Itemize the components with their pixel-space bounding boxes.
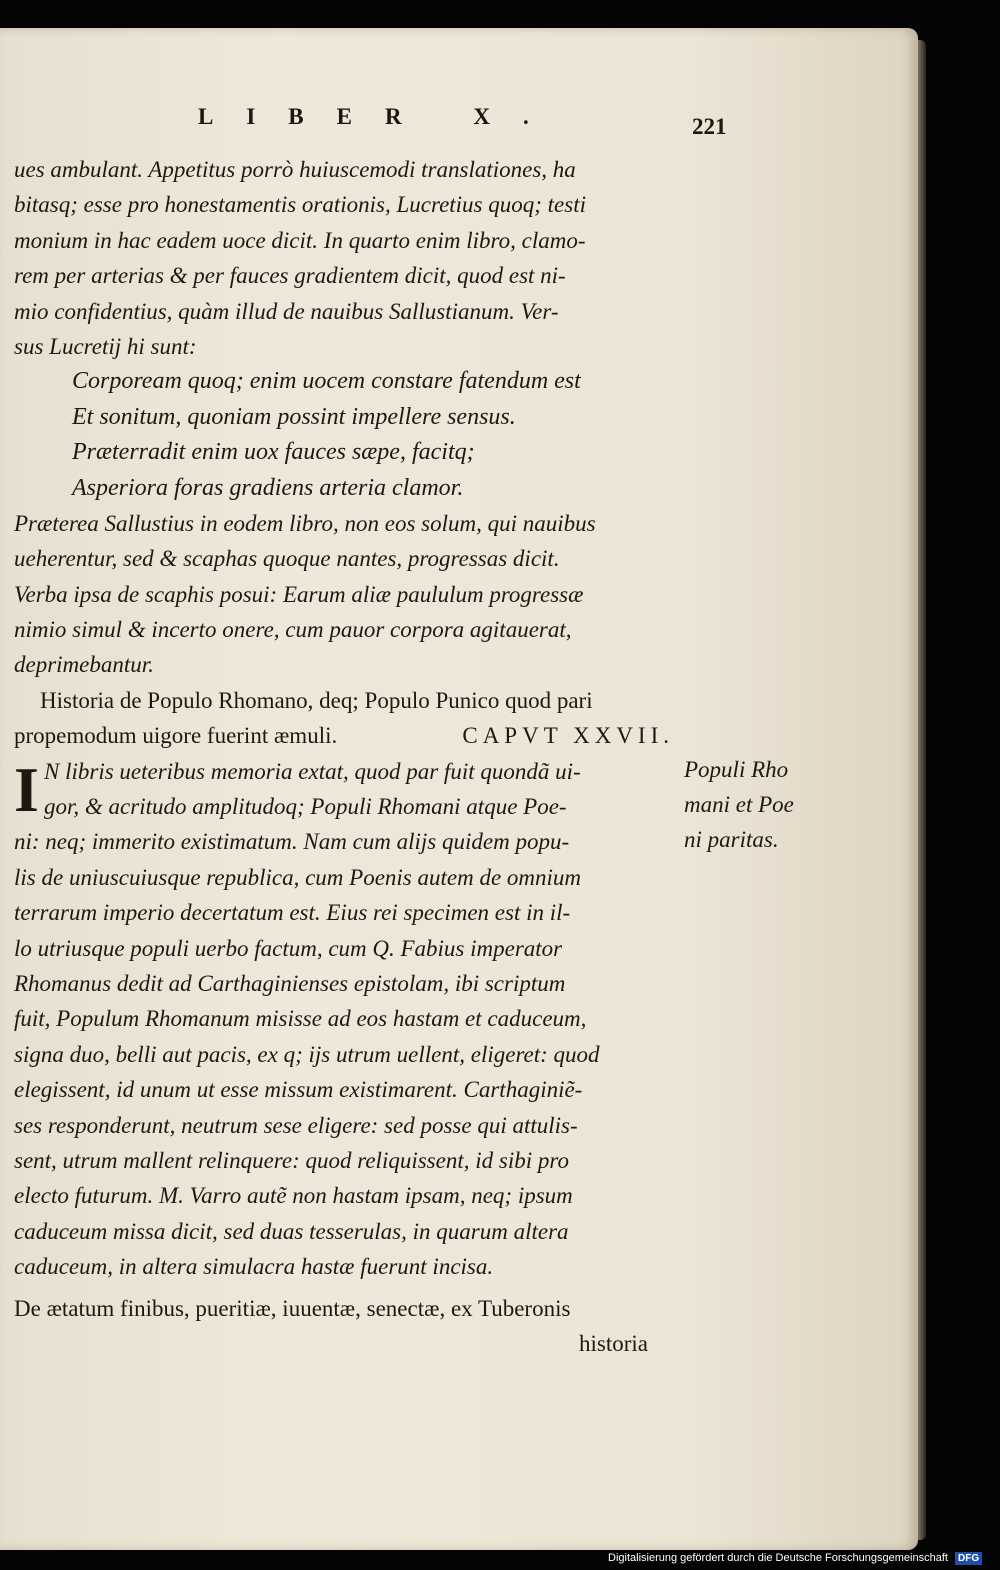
heading-line-2 [14,718,674,753]
text-line: fuit, Populum Rhomanum misisse ad eos hastam et caduceum, [14,1006,587,1032]
text-line: Verba ipsa de scaphis posui: Earum aliæ paululum progressæ [14,581,584,607]
text-line: elegissent, id unum ut esse missum existimarent. Carthaginiẽ- [14,1077,583,1103]
text-line: ses responderunt, neutrum sese eligere: sed posse qui attulis- [14,1112,578,1138]
page-edge [918,40,926,1540]
running-head: LIBER X. [198,104,562,129]
text-line: lo utriusque populi uerbo factum, cum Q. Fabius imperator [14,935,563,961]
text-line: signa duo, belli aut pacis, ex q; ijs utrum uellent, eligeret: quod [14,1041,600,1067]
text-line: caduceum, in altera simulacra hastæ fuerunt incisa. [14,1254,494,1280]
verse-line: Præterradit enim uox fauces sæpe, facitq; [72,439,475,466]
paragraph-2 [14,506,674,683]
text-line: bitasq; esse pro honestamentis orationis, Lucretius quoq; testi [14,192,587,218]
dfg-logo: DFG [955,1552,982,1565]
verse-line: Asperiora foras gradiens arteria clamor. [72,474,464,501]
text-line: deprimebantur. [14,652,154,678]
text-line: mio confidentius, quàm illud de nauibus Sallustianum. Ver- [14,298,559,324]
chapter-heading [14,683,674,754]
text-line: Præterea Sallustius in eodem libro, non eos solum, qui nauibus [14,510,596,536]
text-line: rem per arterias & per fauces gradientem dicit, quod est ni- [14,263,566,289]
text-line: nimio simul & incerto onere, cum pauor corpora agitauerat, [14,617,572,643]
marginal-line: mani et Poe [684,792,794,817]
paragraph-3 [14,754,674,1285]
marginal-line: Populi Rho [684,757,789,782]
text-line: ni: neq; immerito existimatum. Nam cum alijs quidem popu- [14,829,570,855]
heading-text: propemodum uigore fuerint æmuli. [14,723,338,749]
paragraph-1 [14,152,674,364]
text-line: lis de uniuscuiusque republica, cum Poenis autem de omnium [14,864,582,890]
page-number: 221 [692,114,727,139]
text-line: caduceum missa dicit, sed duas tesserulas, in quarum altera [14,1218,569,1244]
marginal-note [684,752,834,857]
text-line: gor, & acritudo amplitudoq; Populi Rhomani atque Poe- [44,794,567,820]
verse-line: Corpoream quoq; enim uocem constare fatendum est [72,368,581,395]
text-line: sus Lucretij hi sunt: [14,333,197,359]
text-line: Rhomanus dedit ad Carthaginienses epistolam, ibi scriptum [14,970,566,996]
text-line: terrarum imperio decertatum est. Eius rei specimen est in il- [14,900,571,926]
text-line: sent, utrum mallent relinquere: quod reliquissent, id sibi pro [14,1147,569,1173]
verse-quotation [14,364,674,506]
marginal-line: ni paritas. [684,827,779,852]
text-line: ues ambulant. Appetitus porrò huiuscemodi translationes, ha [14,157,576,182]
drop-capital: I [14,753,39,825]
text-line: electo futurum. M. Varro autẽ non hastam ipsam, neq; ipsum [14,1183,573,1209]
digitization-credit [608,1552,982,1565]
text-line: ueherentur, sed & scaphas quoque nantes, progressas dicit. [14,546,560,572]
credit-text: Digitalisierung gefördert durch die Deutsche Forschungsgemeinschaft [608,1552,948,1564]
section-heading [14,1291,674,1362]
chapter-label: CAPVT XXVII. [462,723,674,749]
verse-line: Et sonitum, quoniam possint impellere sensus. [72,403,516,430]
heading-line: De ætatum finibus, pueritiæ, iuuentæ, senectæ, ex Tuberonis [14,1295,571,1321]
main-text [14,152,674,1361]
heading-line: historia [579,1330,648,1356]
text-line: monium in hac eadem uoce dicit. In quarto enim libro, clamo- [14,227,586,253]
heading-line: Historia de Populo Rhomano, deq; Populo Punico quod pari [40,687,593,713]
text-fragment: N libris ueteribus memoria extat, quod par fuit quondã ui- [44,758,581,784]
